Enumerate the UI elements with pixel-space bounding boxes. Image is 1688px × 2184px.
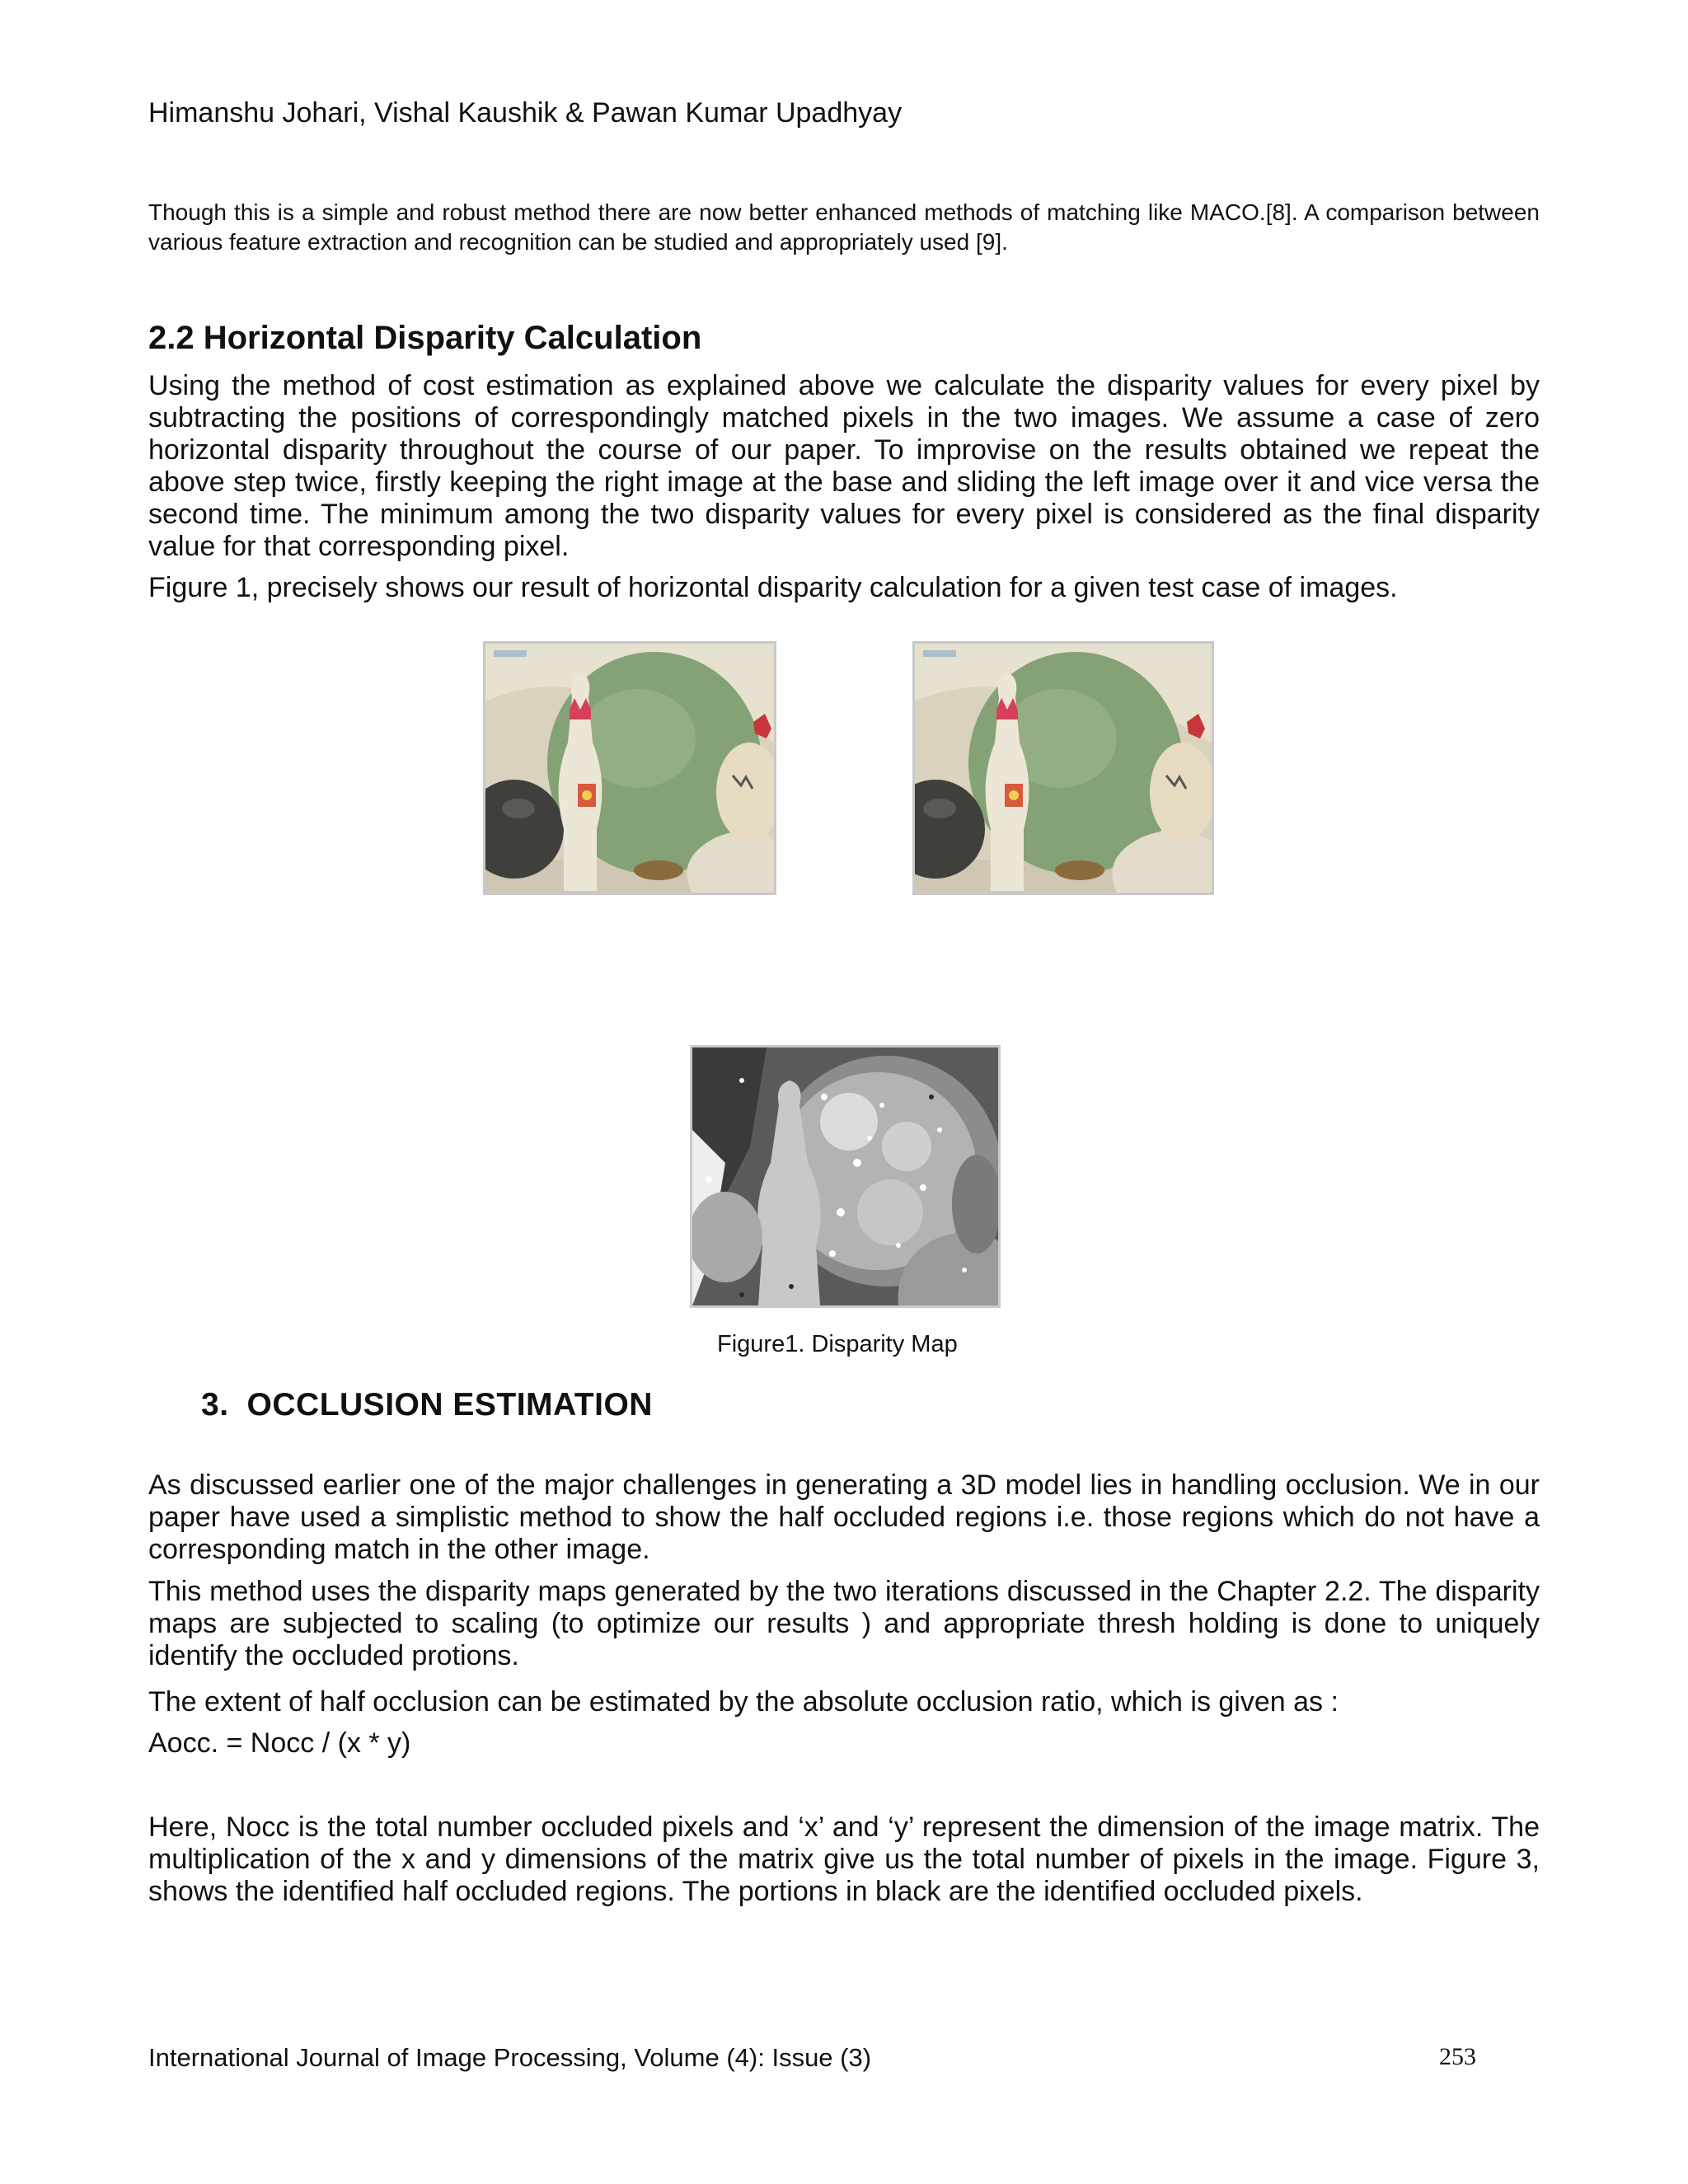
- intro-paragraph: Though this is a simple and robust method there are now better enhanced methods of matching like MACO.[8]. A comparison between various feature extraction and recognition can be studied and appropriately used [9].: [148, 199, 1540, 255]
- section-3-title: OCCLUSION ESTIMATION: [246, 1387, 653, 1422]
- figure-1-caption: Figure1. Disparity Map: [717, 1331, 958, 1357]
- figure-disparity-map: [690, 1045, 1001, 1308]
- section-3-paragraph-1: As discussed earlier one of the major challenges in generating a 3D model lies in handling occlusion. We in our paper have used a simplistic method to show the half occluded regions i.e. those regions which do not have a corresponding match in the other image.: [148, 1469, 1540, 1565]
- section-3-paragraph-3: The extent of half occlusion can be estimated by the absolute occlusion ratio, which is given as :: [148, 1686, 1339, 1718]
- section-3-paragraph-2: This method uses the disparity maps generated by the two iterations discussed in the Chapter 2.2. The disparity maps are subjected to scaling (to optimize our results ) and appropriate thresh holding is done to uniquely identify the occluded protions.: [148, 1576, 1540, 1671]
- section-3-paragraph-4: Here, Nocc is the total number occluded pixels and ‘x’ and ‘y’ represent the dimension of the image matrix. The multiplication of the x and y dimensions of the matrix give us the total number of pixels in the image. Figure 3, shows the identified half occluded regions. The portions in black are the identified occluded pixels.: [148, 1811, 1540, 1907]
- right-stereo-image-illustration: [915, 644, 1212, 893]
- running-header-authors: Himanshu Johari, Vishal Kaushik & Pawan Kumar Upadhyay: [148, 97, 903, 129]
- disparity-map-illustration: [692, 1047, 998, 1305]
- section-2-2-paragraph-2: Figure 1, precisely shows our result of horizontal disparity calculation for a given test case of images.: [148, 572, 1398, 603]
- section-3-number: 3.: [201, 1387, 229, 1422]
- figure-left-stereo-image: [483, 641, 776, 895]
- footer-journal-citation: International Journal of Image Processing, Volume (4): Issue (3): [148, 2043, 872, 2072]
- occlusion-ratio-formula: Aocc. = Nocc / (x * y): [148, 1727, 411, 1759]
- section-3-heading: [201, 1387, 653, 1423]
- section-2-2-heading: 2.2 Horizontal Disparity Calculation: [148, 320, 702, 356]
- left-stereo-image-illustration: [485, 644, 774, 893]
- footer-page-number: 253: [1439, 2043, 1476, 2070]
- figure-right-stereo-image: [912, 641, 1214, 895]
- section-2-2-paragraph-1: Using the method of cost estimation as explained above we calculate the disparity values for every pixel by subtracting the positions of correspondingly matched pixels in the two images. We assume a case of zero horizontal disparity throughout the course of our paper. To improvise on the results obtained we repeat the above step twice, firstly keeping the right image at the base and sliding the left image over it and vice versa the second time. The minimum among the two disparity values for every pixel is considered as the final disparity value for that corresponding pixel.: [148, 370, 1540, 562]
